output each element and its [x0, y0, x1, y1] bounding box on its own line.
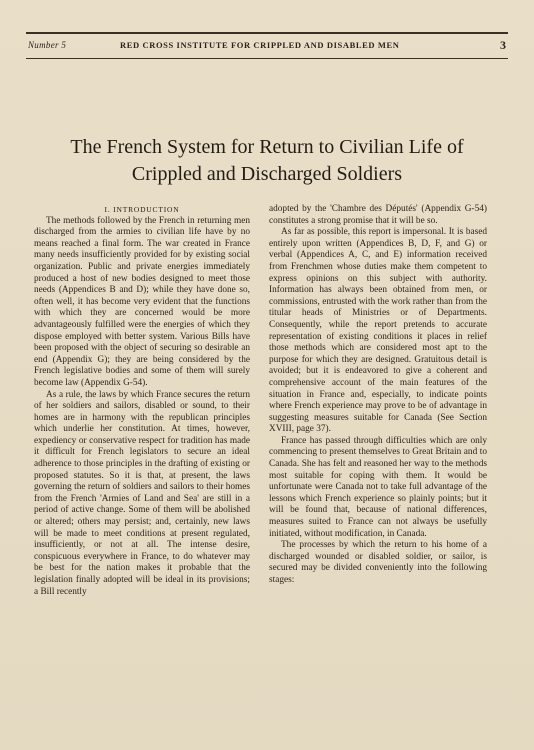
left-column — [34, 204, 250, 598]
section-heading: I. INTRODUCTION — [104, 205, 180, 214]
right-column — [269, 204, 487, 587]
header-page-number: 3 — [500, 38, 506, 52]
left-paragraph-1: The methods followed by the French in returning men discharged from the armies to civilian life have by no means reached a final form. The war created in France many needs insufficiently provided for by existing social organization. Public and private energies immediately produced a host of new bodies designed to meet those needs (Appendices B and D); while they have done so, often well, it has become very evident that the functions with which they are concerned would be more advantageously fulfilled were the energies of which they dispose employed with better system. Various Bills have been proposed with the object of securing so desirable an end (Appendix G); they are being considered by the French legislative bodies and some of them will surely become law (Appendix G-54). — [34, 215, 250, 388]
header-running-title: RED CROSS INSTITUTE FOR CRIPPLED AND DISABLED MEN — [120, 40, 400, 50]
right-paragraph-4: The processes by which the return to his home of a discharged wounded or disabled soldier, or sailor, is secured may be divided conveniently into the following stages: — [269, 540, 487, 585]
left-paragraph-2: As a rule, the laws by which France secures the return of her soldiers and sailors, disabled or sound, to their homes are in harmony with the republican principles which underlie her constitution. At times, however, expediency or conservative respect for tradition has made it difficult for French legislators to secure an ideal adherence to those principles in the drafting of existing or proposed statutes. So it is that, at present, the laws governing the return of soldiers and sailors to their homes from the French 'Armies of Land and Sea' are still in a period of active change. Some of them will be abolished or altered; others may persist; and, certainly, new laws will be made to meet conditions at present regulated, insufficiently, or not at all. The intense desire, conspicuous everywhere in France, to do whatever may be best for the nation makes it probable that the legislation finally adopted will be ideal in its provisions; a Bill recently — [34, 389, 250, 597]
right-paragraph-3: France has passed through difficulties which are only commencing to present themselves to Great Britain and to Canada. She has felt and reasoned her way to the methods most suitable for coping with them. It would be unfortunate were Canada not to take full advantage of the lessons which French experience so plainly points; but it will be found that, because of national differences, measures suited to France can not always be usefully initiated, without modification, in Canada. — [269, 435, 487, 539]
header-issue-number: Number 5 — [28, 40, 67, 50]
right-paragraph-2: As far as possible, this report is impersonal. It is based entirely upon written (Appendices B, D, F, and G) or verbal (Appendices A, C, and E) information received from Frenchmen whose duties make them competent to express opinions on this subject with authority. Information has always been obtained from men, or commissions, entrusted with the work rather than from the titular heads of Ministries or of Departments. Consequently, while the report pretends to accurate representation of existing conditions it places in relief those methods which are considered most apt to the purpose for which they are designed. Gratuitous detail is avoided; but it is endeavored to give a coherent and comprehensive account of the main features of the situation in France and, especially, to indicate points where French experience may prove to be of advantage in suggesting measures suitable for Canada (See Section XVIII, page 37). — [269, 227, 487, 435]
right-paragraph-1: adopted by the 'Chambre des Députés' (Appendix G-54) constitutes a strong promise that it will be so. — [269, 204, 487, 226]
article-title — [30, 134, 504, 188]
running-header — [26, 32, 508, 59]
article-title-line-1: The French System for Return to Civilian Life of — [70, 136, 464, 158]
article-title-line-2: Crippled and Discharged Soldiers — [131, 163, 403, 185]
